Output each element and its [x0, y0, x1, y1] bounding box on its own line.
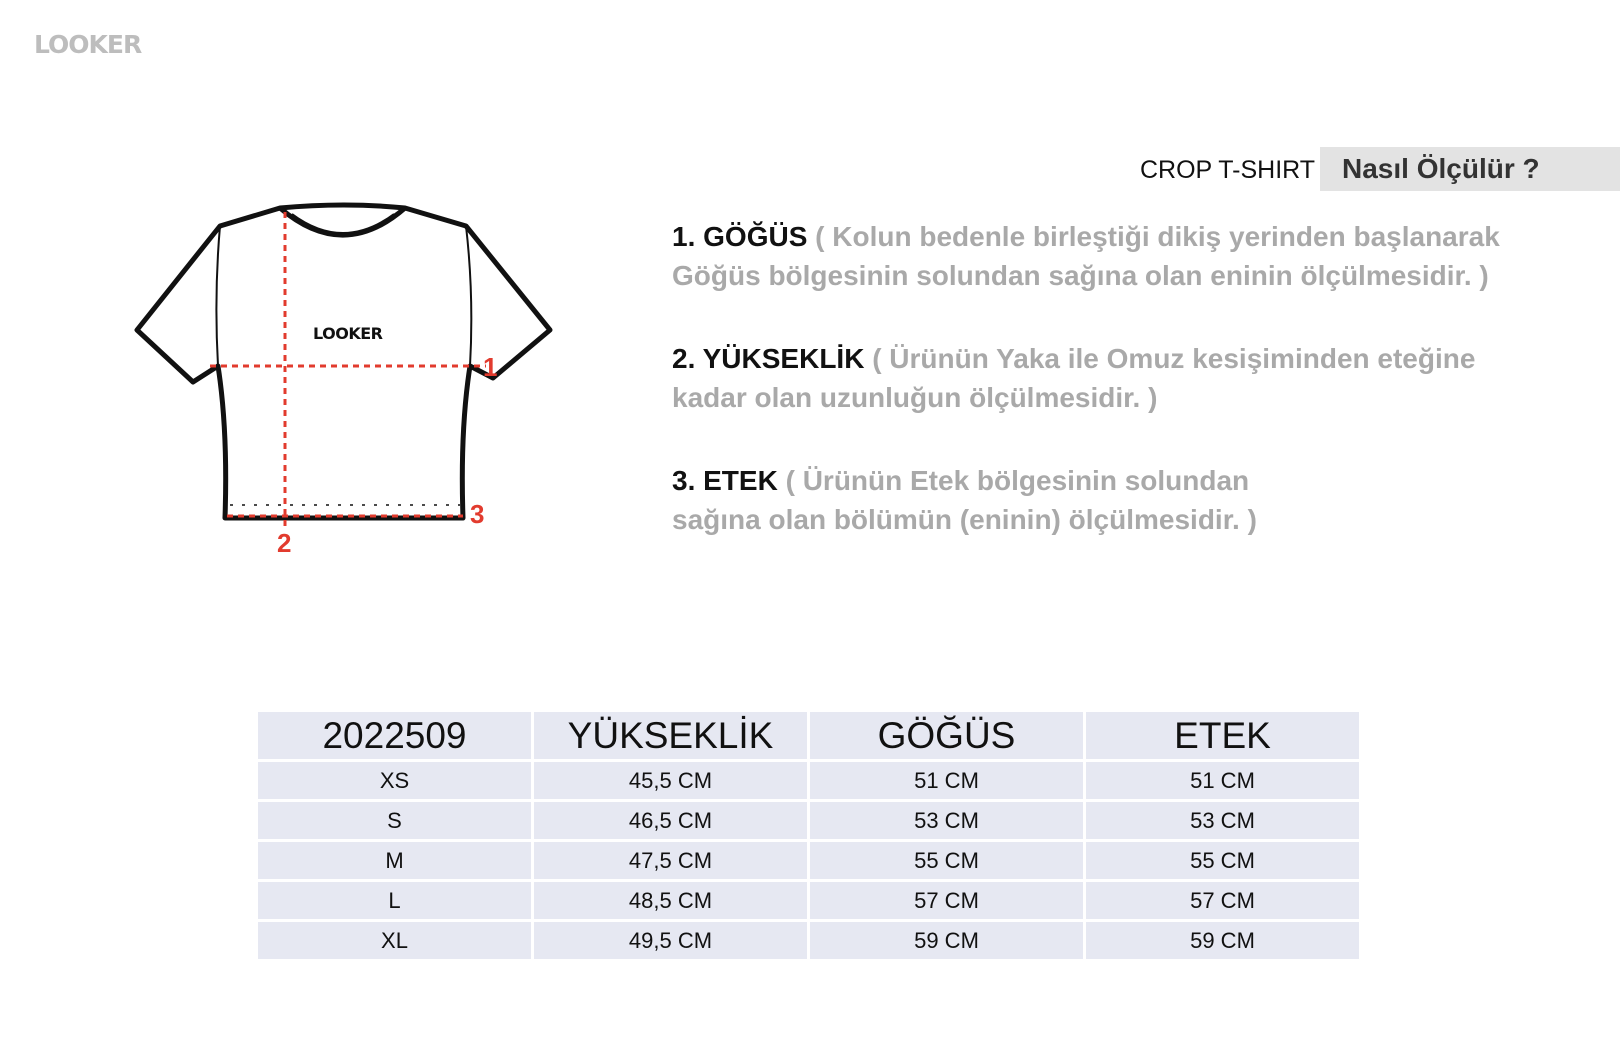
tshirt-measurement-diagram: [130, 200, 570, 580]
header-chest: GÖĞÜS: [809, 711, 1085, 761]
header-height: YÜKSEKLİK: [533, 711, 809, 761]
chest-cell: 55 CM: [809, 841, 1085, 881]
instruction-text: ( Ürünün Etek bölgesinin solundan: [785, 465, 1250, 496]
table-row: [257, 921, 1361, 961]
hem-cell: 59 CM: [1085, 921, 1361, 961]
size-cell: S: [257, 801, 533, 841]
chest-cell: 57 CM: [809, 881, 1085, 921]
header-product-code: 2022509: [257, 711, 533, 761]
instruction-hem: [672, 461, 1552, 539]
size-chart-table: [255, 709, 1362, 962]
hem-cell: 51 CM: [1085, 761, 1361, 801]
table-header-row: [257, 711, 1361, 761]
instruction-title: 2. YÜKSEKLİK: [672, 343, 865, 374]
instruction-title: 1. GÖĞÜS: [672, 221, 808, 252]
instruction-text: sağına olan bölümün (eninin) ölçülmesidir. ): [672, 504, 1257, 535]
height-cell: 46,5 CM: [533, 801, 809, 841]
chest-cell: 59 CM: [809, 921, 1085, 961]
product-name: CROP T-SHIRT: [1140, 156, 1316, 184]
height-cell: 45,5 CM: [533, 761, 809, 801]
tshirt-collar: [280, 208, 405, 235]
size-cell: M: [257, 841, 533, 881]
size-cell: XL: [257, 921, 533, 961]
instruction-chest: [672, 217, 1552, 295]
height-cell: 49,5 CM: [533, 921, 809, 961]
brand-logo: LOOKER: [34, 30, 142, 59]
tshirt-collar-inner: [292, 214, 394, 233]
shirt-logo: LOOKER: [313, 324, 383, 343]
size-cell: L: [257, 881, 533, 921]
marker-2: 2: [277, 528, 292, 558]
table-row: [257, 841, 1361, 881]
height-cell: 47,5 CM: [533, 841, 809, 881]
instruction-title: 3. ETEK: [672, 465, 778, 496]
chest-cell: 53 CM: [809, 801, 1085, 841]
instruction-text: kadar olan uzunluğun ölçülmesidir. ): [672, 382, 1158, 413]
instruction-height: [672, 339, 1552, 417]
instruction-text: ( Kolun bedenle birleştiği dikiş yerinden başlanarak: [815, 221, 1500, 252]
hem-cell: 55 CM: [1085, 841, 1361, 881]
instruction-text: ( Ürünün Yaka ile Omuz kesişiminden eteğine: [872, 343, 1476, 374]
table-row: [257, 881, 1361, 921]
tshirt-right-seam: [466, 226, 471, 366]
table-row: [257, 761, 1361, 801]
marker-1: 1: [483, 352, 498, 382]
height-cell: 48,5 CM: [533, 881, 809, 921]
size-cell: XS: [257, 761, 533, 801]
hem-cell: 53 CM: [1085, 801, 1361, 841]
chest-cell: 51 CM: [809, 761, 1085, 801]
instruction-text: Göğüs bölgesinin solundan sağına olan eninin ölçülmesidir. ): [672, 260, 1489, 291]
marker-3: 3: [470, 499, 485, 529]
measurement-instructions: [672, 217, 1552, 583]
hem-cell: 57 CM: [1085, 881, 1361, 921]
tshirt-left-seam: [216, 226, 220, 366]
how-to-measure-tab: Nasıl Ölçülür ?: [1320, 147, 1620, 191]
header-hem: ETEK: [1085, 711, 1361, 761]
table-row: [257, 801, 1361, 841]
